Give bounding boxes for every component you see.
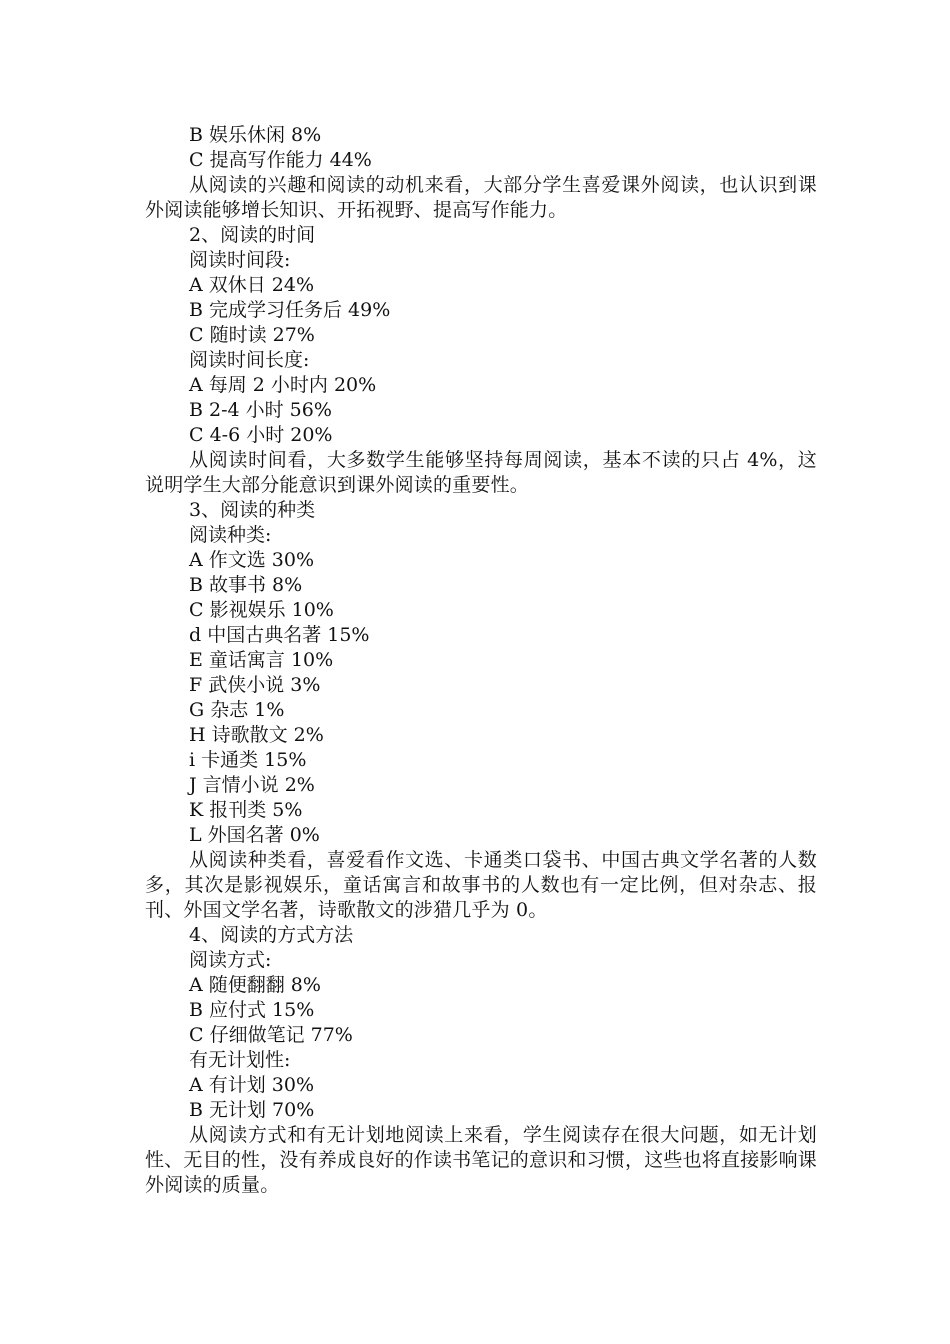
text-line: 阅读时间段:: [189, 249, 291, 271]
text-line: 3、阅读的种类: [189, 499, 316, 521]
text-line: C 仔细做笔记 77%: [189, 1024, 353, 1046]
body-paragraph: 从阅读方式和有无计划地阅读上来看，学生阅读存在很大问题，如无计划性、无目的性，没有养成良好的作读书笔记的意识和习惯，这些也将直接影响课外阅读的质量。: [145, 1124, 818, 1196]
text-line: B 无计划 70%: [189, 1099, 315, 1121]
text-line: 阅读时间长度:: [189, 349, 310, 371]
text-line: G 杂志 1%: [189, 699, 285, 721]
text-line: A 每周 2 小时内 20%: [189, 374, 377, 396]
text-line: A 有计划 30%: [189, 1074, 315, 1096]
body-paragraph: 从阅读时间看，大多数学生能够坚持每周阅读，基本不读的只占 4%，这说明学生大部分能意识到课外阅读的重要性。: [145, 449, 817, 496]
text-line: C 随时读 27%: [189, 324, 315, 346]
text-line: F 武侠小说 3%: [189, 674, 321, 696]
text-line: C 4-6 小时 20%: [189, 424, 333, 446]
text-line: 2、阅读的时间: [189, 224, 316, 246]
text-line: 阅读种类:: [189, 524, 272, 546]
document-page: [145, 123, 817, 1198]
text-line: 有无计划性:: [189, 1049, 291, 1071]
text-line: A 双休日 24%: [189, 274, 315, 296]
text-line: J 言情小说 2%: [189, 774, 315, 796]
text-line: C 提高写作能力 44%: [189, 149, 372, 171]
text-line: B 娱乐休闲 8%: [189, 124, 322, 146]
text-line: A 随便翻翻 8%: [189, 974, 321, 996]
text-line: B 故事书 8%: [189, 574, 303, 596]
text-line: B 完成学习任务后 49%: [189, 299, 391, 321]
text-line: B 2-4 小时 56%: [189, 399, 332, 421]
text-line: E 童话寓言 10%: [189, 649, 334, 671]
text-line: C 影视娱乐 10%: [189, 599, 334, 621]
body-paragraph: 从阅读的兴趣和阅读的动机来看，大部分学生喜爱课外阅读，也认识到课外阅读能够增长知识、开拓视野、提高写作能力。: [145, 174, 817, 221]
text-line: K 报刊类 5%: [189, 799, 303, 821]
text-line: d 中国古典名著 15%: [189, 624, 370, 646]
text-line: L 外国名著 0%: [189, 824, 320, 846]
text-line: A 作文选 30%: [189, 549, 315, 571]
text-line: B 应付式 15%: [189, 999, 315, 1021]
text-line: i 卡通类 15%: [189, 749, 307, 771]
text-line: H 诗歌散文 2%: [189, 724, 324, 746]
text-line: 4、阅读的方式方法: [189, 924, 354, 946]
text-line: 阅读方式:: [189, 949, 272, 971]
body-paragraph: 从阅读种类看，喜爱看作文选、卡通类口袋书、中国古典文学名著的人数多，其次是影视娱乐，童话寓言和故事书的人数也有一定比例，但对杂志、报刊、外国文学名著，诗歌散文的涉猎几乎为 0。: [145, 849, 817, 921]
